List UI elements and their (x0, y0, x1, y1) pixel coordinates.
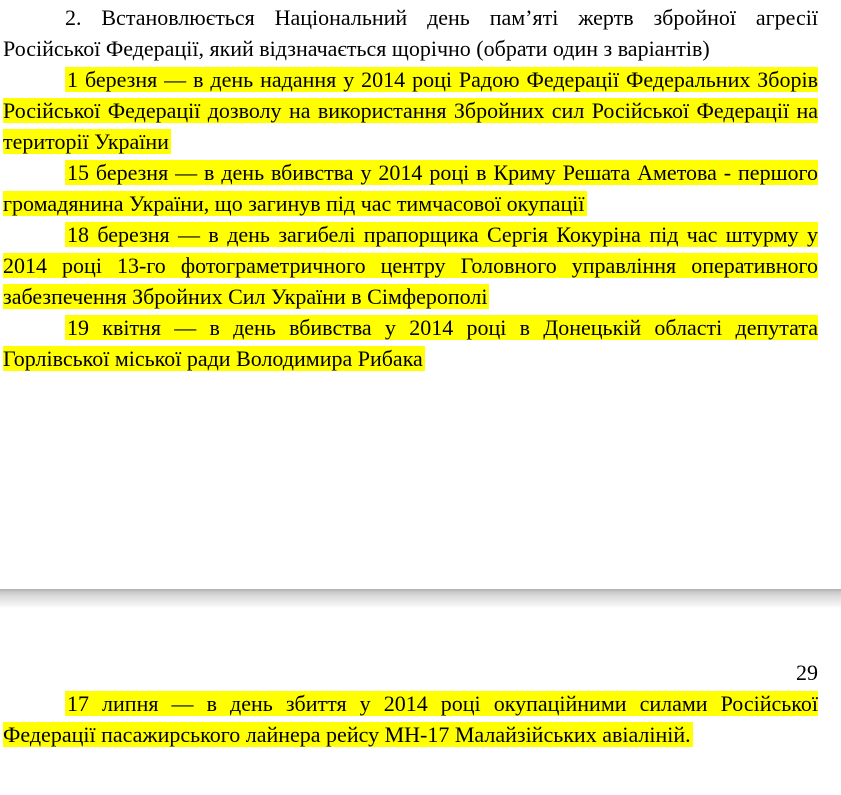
page-break-separator (0, 589, 841, 608)
option-paragraph-18-march (3, 219, 818, 312)
option-paragraph-15-march (3, 157, 818, 219)
page-number: 29 (796, 660, 818, 685)
page-2 (0, 608, 841, 750)
intro-paragraph (3, 2, 818, 64)
intro-paragraph-text: 2. Встановлюється Національний день пам’яті жертв збройної агресії Російської Федерації, який відзначається щорічно (обрати один з варіантів) (3, 5, 818, 61)
option-paragraph-17-july (3, 688, 818, 750)
highlighted-text-option-2: 15 березня — в день вбивства у 2014 році в Криму Решата Аметова - першого громадянина України, що загинув під час тимчасової окупації (3, 160, 818, 216)
highlighted-text-option-1: 1 березня — в день надання у 2014 році Радою Федерації Федеральних Зборів Російської Федерації дозволу на використання Збройних сил Російської Федерації на території України (3, 67, 818, 154)
highlighted-text-option-3: 18 березня — в день загибелі прапорщика Сергія Кокуріна під час штурму у 2014 році 13-го фотограметричного центру Головного управління оперативного забезпечення Збройних Сил України в Сімферополі (3, 222, 818, 309)
option-paragraph-19-april (3, 312, 818, 374)
highlighted-text-option-4: 19 квітня — в день вбивства у 2014 році в Донецькій області депутата Горлівської міської ради Володимира Рибака (3, 315, 818, 371)
option-paragraph-1-march (3, 64, 818, 157)
highlighted-text-option-5: 17 липня — в день збиття у 2014 році окупаційними силами Російської Федерації пасажирського лайнера рейсу МН-17 Малайзійських авіаліній. (3, 691, 818, 747)
